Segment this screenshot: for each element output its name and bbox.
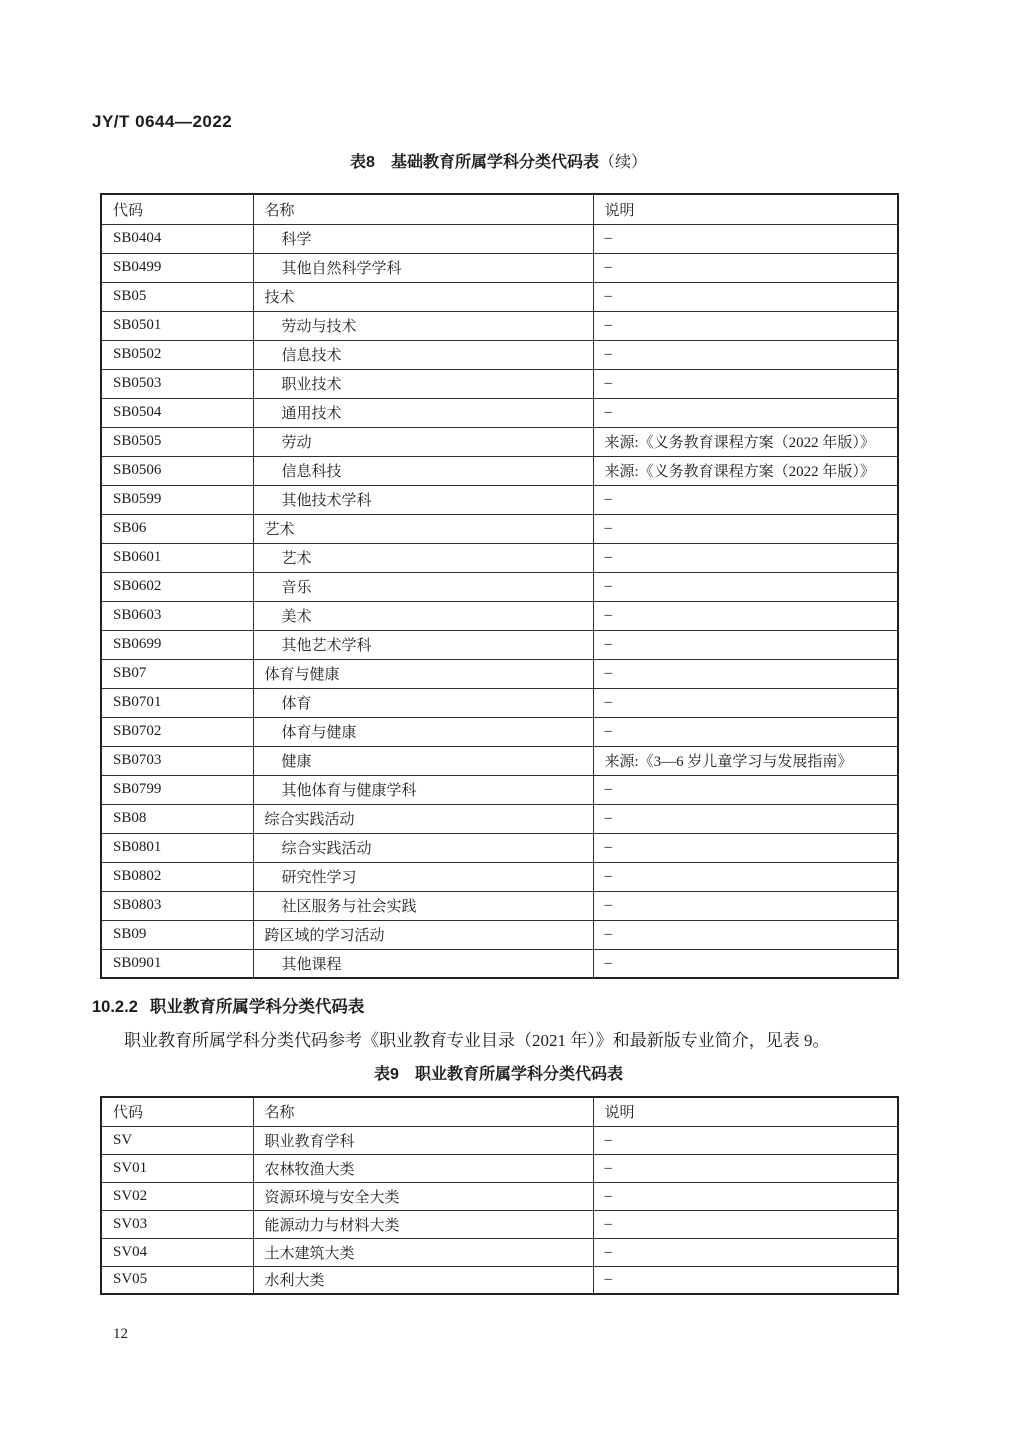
- table-row: [101, 949, 898, 978]
- table-row: [101, 630, 898, 659]
- table-row: [101, 891, 898, 920]
- cell-name: 土木建筑大类: [253, 1238, 593, 1266]
- cell-name: 能源动力与材料大类: [253, 1210, 593, 1238]
- table9-header-name: 名称: [253, 1097, 593, 1126]
- cell-note: –: [593, 688, 898, 717]
- cell-name: 信息科技: [253, 456, 593, 485]
- table-row: [101, 775, 898, 804]
- cell-name: 通用技术: [253, 398, 593, 427]
- cell-code: SB0501: [101, 311, 253, 340]
- cell-note: –: [593, 775, 898, 804]
- cell-note: –: [593, 1238, 898, 1266]
- table9-body: [101, 1126, 898, 1294]
- table-row: [101, 833, 898, 862]
- cell-code: SB06: [101, 514, 253, 543]
- cell-name: 体育与健康: [253, 717, 593, 746]
- table9-header-code: 代码: [101, 1097, 253, 1126]
- cell-note: –: [593, 282, 898, 311]
- table-row: [101, 543, 898, 572]
- cell-code: SB0599: [101, 485, 253, 514]
- table8-caption-suffix: （续）: [598, 154, 647, 171]
- table-row: [101, 862, 898, 891]
- cell-name: 研究性学习: [253, 862, 593, 891]
- cell-note: –: [593, 601, 898, 630]
- cell-name: 跨区域的学习活动: [253, 920, 593, 949]
- table8-header-code: 代码: [101, 194, 253, 224]
- table-row: [101, 688, 898, 717]
- table-row: [101, 1126, 898, 1154]
- cell-code: SB0701: [101, 688, 253, 717]
- cell-code: SB07: [101, 659, 253, 688]
- cell-name: 劳动: [253, 427, 593, 456]
- cell-name: 其他艺术学科: [253, 630, 593, 659]
- table9: [100, 1096, 899, 1295]
- cell-code: SB0505: [101, 427, 253, 456]
- cell-name: 其他自然科学学科: [253, 253, 593, 282]
- table8-header-note: 说明: [593, 194, 898, 224]
- table-row: [101, 717, 898, 746]
- cell-note: 来源:《3—6 岁儿童学习与发展指南》: [593, 746, 898, 775]
- cell-name: 艺术: [253, 543, 593, 572]
- cell-note: –: [593, 1126, 898, 1154]
- cell-name: 其他技术学科: [253, 485, 593, 514]
- cell-code: SB0699: [101, 630, 253, 659]
- cell-code: SB05: [101, 282, 253, 311]
- cell-code: SV03: [101, 1210, 253, 1238]
- cell-name: 其他课程: [253, 949, 593, 978]
- cell-note: –: [593, 253, 898, 282]
- table9-header-row: [101, 1097, 898, 1126]
- running-head: JY/T 0644—2022: [92, 112, 233, 131]
- table-row: [101, 1182, 898, 1210]
- cell-code: SV02: [101, 1182, 253, 1210]
- cell-note: 来源:《义务教育课程方案（2022 年版）》: [593, 427, 898, 456]
- table-row: [101, 427, 898, 456]
- cell-name: 信息技术: [253, 340, 593, 369]
- table-row: [101, 311, 898, 340]
- table-row: [101, 804, 898, 833]
- cell-code: SB0502: [101, 340, 253, 369]
- cell-note: –: [593, 949, 898, 978]
- cell-note: –: [593, 833, 898, 862]
- table-row: [101, 601, 898, 630]
- cell-note: –: [593, 398, 898, 427]
- cell-name: 科学: [253, 224, 593, 253]
- cell-name: 体育: [253, 688, 593, 717]
- cell-name: 健康: [253, 746, 593, 775]
- table-row: [101, 369, 898, 398]
- cell-note: –: [593, 630, 898, 659]
- table-row: [101, 746, 898, 775]
- cell-name: 综合实践活动: [253, 833, 593, 862]
- table-row: [101, 1154, 898, 1182]
- cell-note: –: [593, 572, 898, 601]
- cell-code: SB0404: [101, 224, 253, 253]
- cell-name: 劳动与技术: [253, 311, 593, 340]
- cell-code: SB0602: [101, 572, 253, 601]
- table-row: [101, 920, 898, 949]
- section-heading: [92, 993, 364, 1017]
- cell-name: 水利大类: [253, 1266, 593, 1294]
- cell-code: SB0901: [101, 949, 253, 978]
- cell-code: SB0503: [101, 369, 253, 398]
- table9-caption-title: 职业教育所属学科分类代码表: [414, 1066, 623, 1083]
- table9-header: [101, 1097, 898, 1126]
- cell-note: –: [593, 1266, 898, 1294]
- cell-code: SB0601: [101, 543, 253, 572]
- table-row: [101, 398, 898, 427]
- cell-name: 艺术: [253, 514, 593, 543]
- cell-note: –: [593, 311, 898, 340]
- cell-note: –: [593, 862, 898, 891]
- cell-name: 其他体育与健康学科: [253, 775, 593, 804]
- table8: [100, 193, 899, 979]
- table8-body: [101, 224, 898, 978]
- cell-name: 农林牧渔大类: [253, 1154, 593, 1182]
- cell-note: –: [593, 1182, 898, 1210]
- cell-name: 职业教育学科: [253, 1126, 593, 1154]
- cell-name: 音乐: [253, 572, 593, 601]
- cell-note: –: [593, 369, 898, 398]
- cell-name: 美术: [253, 601, 593, 630]
- cell-name: 技术: [253, 282, 593, 311]
- cell-note: –: [593, 485, 898, 514]
- cell-note: –: [593, 514, 898, 543]
- cell-code: SB0702: [101, 717, 253, 746]
- cell-note: –: [593, 804, 898, 833]
- cell-name: 综合实践活动: [253, 804, 593, 833]
- cell-code: SV: [101, 1126, 253, 1154]
- table9-header-note: 说明: [593, 1097, 898, 1126]
- table9-caption-label: 表9: [374, 1066, 399, 1083]
- table9-caption: [100, 1061, 897, 1084]
- cell-note: –: [593, 224, 898, 253]
- cell-code: SB0703: [101, 746, 253, 775]
- table8-header-name: 名称: [253, 194, 593, 224]
- table8-header: [101, 194, 898, 224]
- table-row: [101, 659, 898, 688]
- cell-note: –: [593, 340, 898, 369]
- cell-note: –: [593, 920, 898, 949]
- cell-code: SB08: [101, 804, 253, 833]
- cell-code: SB0803: [101, 891, 253, 920]
- cell-note: –: [593, 717, 898, 746]
- table-row: [101, 485, 898, 514]
- cell-code: SB0802: [101, 862, 253, 891]
- section-title: 职业教育所属学科分类代码表: [149, 998, 365, 1016]
- cell-name: 体育与健康: [253, 659, 593, 688]
- cell-code: SV04: [101, 1238, 253, 1266]
- cell-note: –: [593, 1210, 898, 1238]
- table-row: [101, 224, 898, 253]
- cell-code: SB09: [101, 920, 253, 949]
- table-row: [101, 572, 898, 601]
- table-row: [101, 282, 898, 311]
- cell-name: 社区服务与社会实践: [253, 891, 593, 920]
- table-row: [101, 1266, 898, 1294]
- cell-code: SB0799: [101, 775, 253, 804]
- cell-code: SB0603: [101, 601, 253, 630]
- cell-code: SB0801: [101, 833, 253, 862]
- cell-code: SB0506: [101, 456, 253, 485]
- body-paragraph: 职业教育所属学科分类代码参考《职业教育专业目录（2021 年）》和最新版专业简介，见表 9。: [124, 1031, 830, 1050]
- table-row: [101, 1238, 898, 1266]
- cell-code: SV05: [101, 1266, 253, 1294]
- page-number: 12: [113, 1326, 128, 1342]
- cell-name: 资源环境与安全大类: [253, 1182, 593, 1210]
- cell-code: SB0504: [101, 398, 253, 427]
- table-row: [101, 1210, 898, 1238]
- table8-caption: [100, 149, 897, 172]
- table8-header-row: [101, 194, 898, 224]
- cell-code: SB0499: [101, 253, 253, 282]
- cell-name: 职业技术: [253, 369, 593, 398]
- cell-note: –: [593, 1154, 898, 1182]
- table-row: [101, 340, 898, 369]
- table8-caption-label: 表8: [350, 154, 375, 171]
- cell-note: 来源:《义务教育课程方案（2022 年版）》: [593, 456, 898, 485]
- table-row: [101, 253, 898, 282]
- cell-note: –: [593, 659, 898, 688]
- table-row: [101, 514, 898, 543]
- cell-code: SV01: [101, 1154, 253, 1182]
- cell-note: –: [593, 543, 898, 572]
- section-number: 10.2.2: [92, 998, 138, 1016]
- table8-caption-title: 基础教育所属学科分类代码表: [390, 154, 599, 171]
- cell-note: –: [593, 891, 898, 920]
- table-row: [101, 456, 898, 485]
